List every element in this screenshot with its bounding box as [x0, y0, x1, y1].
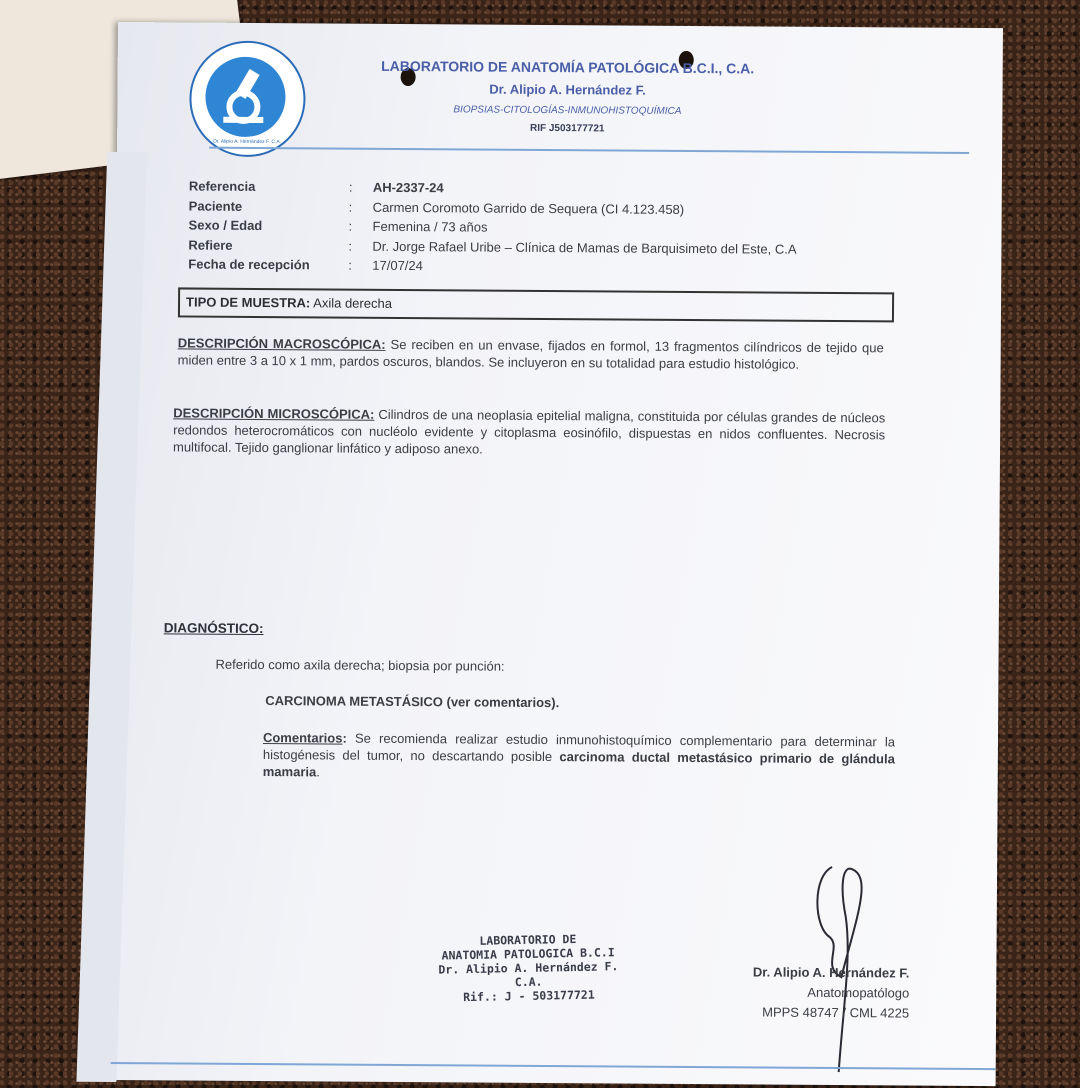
comments-text: Se recomienda realizar estudio inmunohistoquímico complementario para determinar la histogénesis del tumor, no descartando posible [262, 730, 896, 765]
field-label: Paciente [188, 197, 243, 214]
comments-emphasis: carcinoma ductal metastásico primario de glándula mamaria [262, 749, 895, 780]
stamp-line: LABORATORIO DE [479, 931, 577, 948]
field-row: Referencia : AH-2337-24 [189, 178, 797, 202]
microscopic-label: DESCRIPCIÓN MICROSCÓPICA: [173, 405, 375, 422]
microscopic-description [173, 404, 885, 460]
diagnosis-intro: Referido como axila derecha; biopsia por punción: [215, 656, 505, 674]
stamp-line: Dr. Alipio A. Hernández F. C.A. [438, 959, 619, 990]
diagnosis-heading: DIAGNÓSTICO: [163, 620, 264, 637]
signer-title: Anatomopatólogo [807, 984, 910, 1001]
field-value: Femenina / 73 años [372, 218, 488, 235]
diagnosis-comments: Comentarios: Se recomienda realizar estudio inmunohistoquímico complementario para determinar la histogénesis del tumor, no descartando posible carcinoma ductal metastásico primario de glándula mamaria. [262, 730, 896, 780]
macroscopic-description [178, 334, 884, 373]
signature-block [691, 962, 909, 1024]
lab-services: BIOPSIAS-CITOLOGÍAS-INMUNOHISTOQUÍMICA [453, 104, 682, 117]
macroscopic-text: Se reciben en un envase, fijados en formol, 13 fragmentos cilíndricos de tejido que miden entre 3 a 10 x 1 mm, pardos oscuros, blandos. Se incluyeron en su totalidad para estudio histológico. [177, 336, 884, 372]
field-value: Dr. Jorge Rafael Uribe – Clínica de Mamas de Barquisimeto del Este, C.A [372, 238, 797, 257]
field-label: Fecha de recepción [188, 256, 310, 273]
field-label: Refiere [188, 236, 233, 253]
header-divider [209, 147, 969, 154]
field-label: Referencia [188, 178, 256, 194]
microscope-icon [213, 63, 277, 127]
lab-logo [189, 41, 306, 158]
sample-type-label: TIPO DE MUESTRA: [185, 294, 311, 311]
sample-type-value: Axila derecha [313, 295, 393, 311]
macroscopic-label: DESCRIPCIÓN MACROSCÓPICA: [177, 335, 386, 352]
lab-rif: RIF J503177721 [529, 122, 605, 135]
signer-license: MPPS 48747 / CML 4225 [762, 1004, 910, 1021]
field-value: 17/07/24 [372, 257, 423, 274]
stamp-line: ANATOMIA PATOLOGICA B.C.I [441, 945, 615, 963]
comments-label: Comentarios [262, 730, 343, 746]
field-row: Fecha de recepción : 17/07/24 [188, 256, 796, 280]
logo-caption: Dr. Alipio A. Hernández F. C.A. [213, 138, 282, 146]
microscopic-text: Cilindros de una neoplasia epitelial maligna, constituida por células grandes de núcleos redondos heterocromáticos con nucléolo evidente y citoplasma eosinófilo, dispuestas en nidos confluentes. Necrosis multifocal. Tejido ganglionar linfático y adiposo anexo. [172, 406, 886, 457]
field-label: Sexo / Edad [188, 217, 263, 234]
field-value: AH-2337-24 [372, 179, 444, 196]
field-row: Paciente : Carmen Coromoto Garrido de Sequera (CI 4.123.458) [189, 198, 797, 222]
signer-name: Dr. Alipio A. Hernández F. [752, 964, 910, 981]
stamp-line: Rif.: J - 503177721 [463, 987, 595, 1005]
diagnosis-result: CARCINOMA METASTÁSICO (ver comentarios). [265, 693, 560, 711]
lab-name: LABORATORIO DE ANATOMÍA PATOLÓGICA B.C.I., C.A. [381, 57, 755, 77]
field-value: Carmen Coromoto Garrido de Sequera (CI 4.123.458) [372, 199, 685, 217]
sample-type-box [178, 287, 894, 322]
pathology-report-page [111, 22, 1003, 1086]
lab-doctor: Dr. Alipio A. Hernández F. [489, 81, 646, 98]
lab-stamp [423, 931, 634, 1005]
patient-info [188, 178, 797, 280]
comments-end: . [316, 764, 320, 780]
field-row: Refiere : Dr. Jorge Rafael Uribe – Clínica de Mamas de Barquisimeto del Este, C.A [188, 237, 796, 261]
field-row: Sexo / Edad : Femenina / 73 años [189, 217, 797, 241]
